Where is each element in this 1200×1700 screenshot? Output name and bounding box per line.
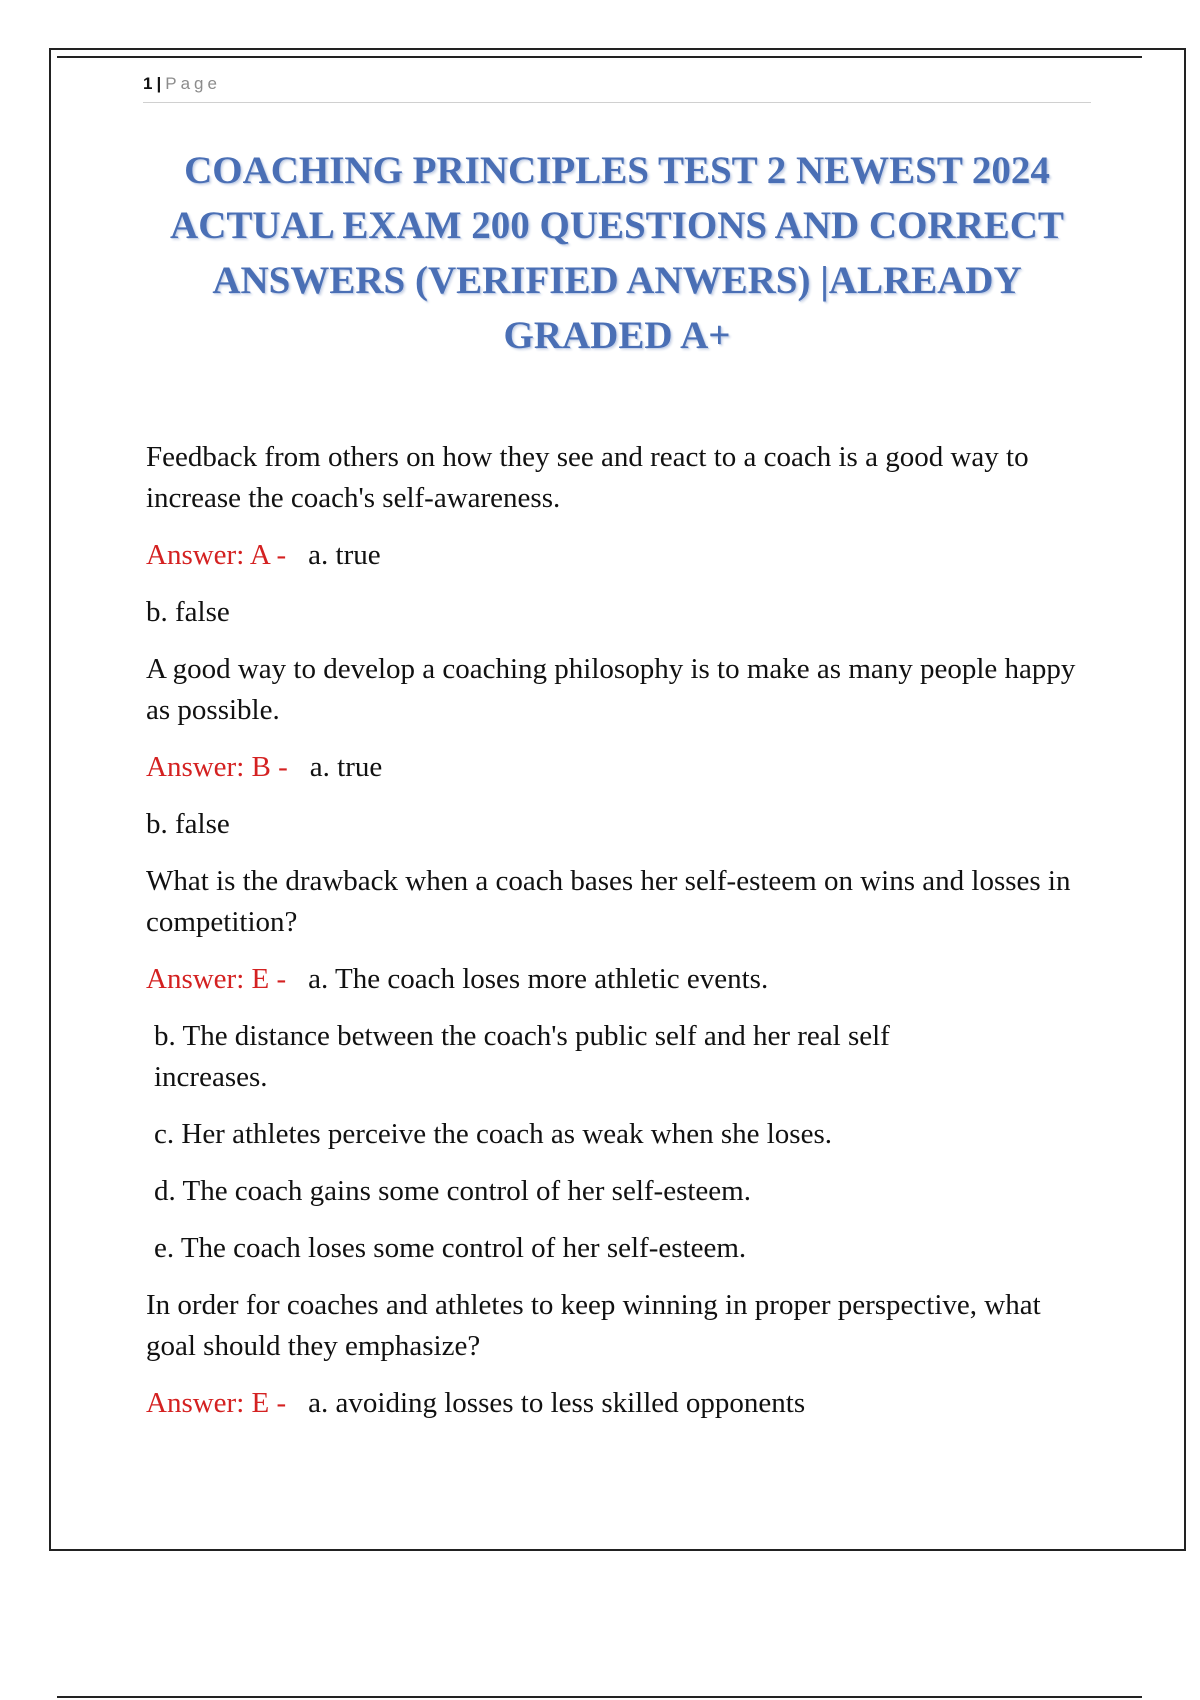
bottom-rule (57, 1696, 1142, 1698)
question-text: A good way to develop a coaching philosophy is to make as many people happy as possible. (146, 653, 1076, 726)
answer-line (146, 747, 1086, 788)
answer-line (146, 1383, 1086, 1424)
question-block (146, 861, 1086, 1269)
document-title: COACHING PRINCIPLES TEST 2 NEWEST 2024 ACTUAL EXAM 200 QUESTIONS AND CORRECT ANSWERS (VERIFIED ANWERS) |ALREADY GRADED A+ (170, 149, 1064, 357)
question-block (146, 1285, 1086, 1424)
answer-key: Answer: A - (146, 539, 287, 571)
option-a: a. The coach loses more athletic events. (308, 963, 769, 995)
header-separator: | (156, 74, 162, 93)
option-d: d. The coach gains some control of her self-esteem. (154, 1175, 751, 1207)
option-b: b. The distance between the coach's public self and her real self increases. (154, 1020, 890, 1093)
answer-line (146, 535, 1086, 576)
option-c: c. Her athletes perceive the coach as weak when she loses. (154, 1118, 832, 1150)
page-header (143, 74, 1091, 103)
question-text: What is the drawback when a coach bases her self-esteem on wins and losses in competition? (146, 865, 1071, 938)
option-a: a. true (309, 751, 383, 783)
page-label: Page (165, 74, 221, 93)
question-list (146, 437, 1086, 1440)
answer-key: Answer: E - (146, 1387, 287, 1419)
question-block (146, 649, 1086, 845)
option-e: e. The coach loses some control of her self-esteem. (154, 1232, 747, 1264)
option-a: a. true (308, 539, 381, 571)
option-b: b. false (146, 596, 230, 628)
answer-line (146, 959, 1086, 1000)
option-a: a. avoiding losses to less skilled opponents (308, 1387, 806, 1419)
answer-key: Answer: B - (146, 751, 288, 783)
question-text: Feedback from others on how they see and react to a coach is a good way to increase the coach's self-awareness. (146, 441, 1029, 514)
question-block (146, 437, 1086, 633)
answer-key: Answer: E - (146, 963, 287, 995)
page-number: 1 (143, 74, 153, 93)
question-text: In order for coaches and athletes to keep winning in proper perspective, what goal should they emphasize? (146, 1289, 1041, 1362)
option-b: b. false (146, 808, 230, 840)
